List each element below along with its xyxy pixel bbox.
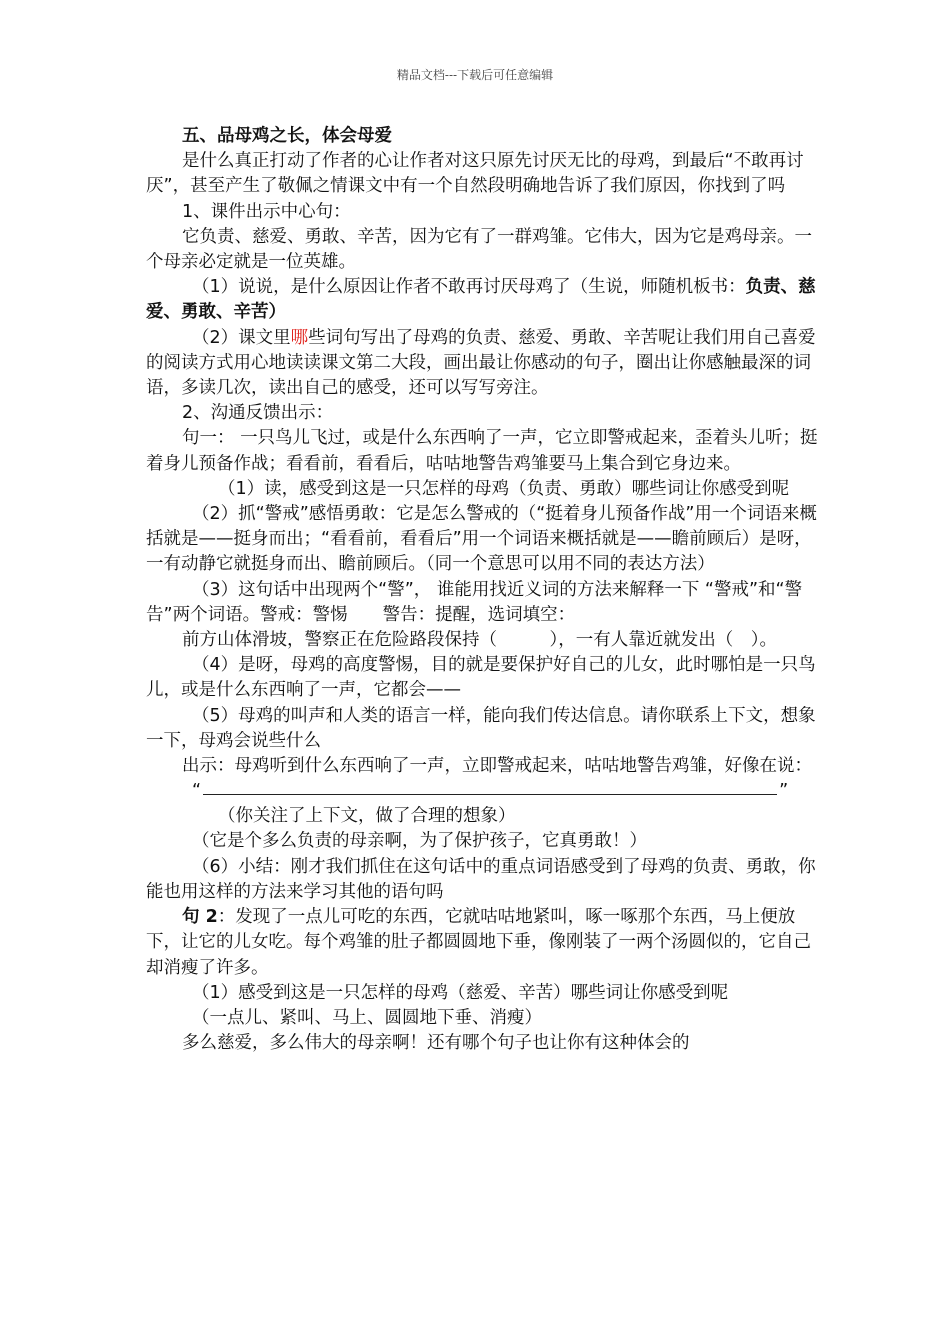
question-1-board-words: 负责、慈爱、勇敢、辛苦 [146, 277, 816, 323]
step-2-heading: 2、沟通反馈出示： [182, 403, 334, 424]
sentence-2-text: ：发现了一点儿可吃的东西，它就咕咕地紧叫，啄一啄那个东西，马上便放下，让它的儿女吃。每个鸡雏的肚子都圆圆地下垂，像刚装了一两个汤圆似的，它自己却消瘦了许多。 [146, 907, 811, 978]
question-2-highlight: 哪 [290, 327, 309, 348]
summary: （6）小结：刚才我们抓住在这句话中的重点词语感受到了母鸡的负责、勇敢，你能也用这样的方法来学习其他的语句吗 [146, 856, 816, 902]
quote-open: “ [192, 781, 202, 802]
sentence-1-question-5: （5）母鸡的叫声和人类的语言一样，能向我们传达信息。请你联系上下文，想象一下，母鸡会说些什么 [146, 705, 816, 751]
answer-blank-line [146, 779, 818, 804]
question-1 [146, 275, 818, 325]
quote-close: ” [779, 781, 789, 802]
display-prompt: 出示：母鸡听到什么东西响了一声，立即警戒起来，咕咕地警告鸡雏，好像在说： [182, 756, 812, 777]
sentence-2 [146, 905, 818, 981]
document-body [146, 124, 818, 1056]
intro-paragraph: 是什么真正打动了作者的心让作者对这只原先讨厌无比的母鸡，到最后“不敢再讨厌”，甚至产生了敬佩之情课文中有一个自然段明确地告诉了我们原因，你找到了吗 [146, 151, 804, 197]
question-2-start: （2）课文里 [192, 327, 291, 348]
section-title: 五、品母鸡之长，体会母爱 [182, 126, 392, 146]
fill-in-blank: 前方山体滑坡，警察正在危险路段保持（ ），一有人靠近就发出（ ）。 [182, 630, 777, 651]
question-1-text: （1）说说，是什么原因让作者不敢再讨厌母鸡了（生说，师随机板书： [192, 277, 746, 298]
question-1-end: ） [268, 302, 286, 323]
question-2-rest: 些词句写出了母鸡的负责、慈爱、勇敢、辛苦呢让我们用自己喜爱的阅读方式用心地读读课文第二大段，画出最让你感动的句子，圈出让你感触最深的词语，多读几次，读出自己的感受，还可以写写旁注。 [146, 327, 816, 399]
central-sentence: 它负责、慈爱、勇敢、辛苦，因为它有了一群鸡雏。它伟大，因为它是鸡母亲。一个母亲必定就是一位英雄。 [146, 226, 812, 273]
page-header: 精品文档---下载后可任意编辑 [396, 68, 554, 82]
question-2 [146, 326, 818, 402]
sentence-1-question-1: （1）读，感受到这是一只怎样的母鸡（负责、勇敢）哪些词让你感受到呢 [218, 478, 790, 499]
blank-underline [203, 779, 777, 795]
sentence-2-key-words: （一点儿、紧叫、马上、圆圆地下垂、消瘦） [192, 1007, 542, 1028]
step-1-heading: 1、课件出示中心句： [182, 201, 351, 222]
sentence-1-question-2: （2）抓“警戒”感悟勇敢：它是怎么警戒的（“挺着身儿预备作战”用一个词语来概括就是——挺身而出；“看看前，看看后”用一个词语来概括就是——瞻前顾后）是呀，一有动静它就挺身而出、瞻前顾后。（同一个意思可以用不同的表达方法） [146, 504, 817, 575]
sentence-2-label: 句 2 [182, 907, 218, 928]
sentence-1-question-3: （3）这句话中出现两个“警”， 谁能用找近义词的方法来解释一下 “警戒”和“警告”两个词语。警戒：警惕 警告：提醒，选词填空： [146, 579, 803, 625]
sentence-1: 句一： 一只鸟儿飞过，或是什么东西响了一声，它立即警戒起来，歪着头儿听；挺着身儿预备作战；看看前，看看后，咕咕地警告鸡雏要马上集合到它身边来。 [146, 428, 818, 474]
teacher-comment-2: （它是个多么负责的母亲啊，为了保护孩子，它真勇敢！） [192, 831, 647, 852]
sentence-2-question-1: （1）感受到这是一只怎样的母鸡（慈爱、辛苦）哪些词让你感受到呢 [192, 982, 729, 1003]
teacher-comment-1: （你关注了上下文，做了合理的想象） [218, 806, 516, 827]
sentence-1-question-4: （4）是呀，母鸡的高度警惕，目的就是要保护好自己的儿女，此时哪怕是一只鸟儿，或是什么东西响了一声，它都会—— [146, 655, 816, 701]
closing-line: 多么慈爱，多么伟大的母亲啊！还有哪个句子也让你有这种体会的 [182, 1033, 690, 1054]
